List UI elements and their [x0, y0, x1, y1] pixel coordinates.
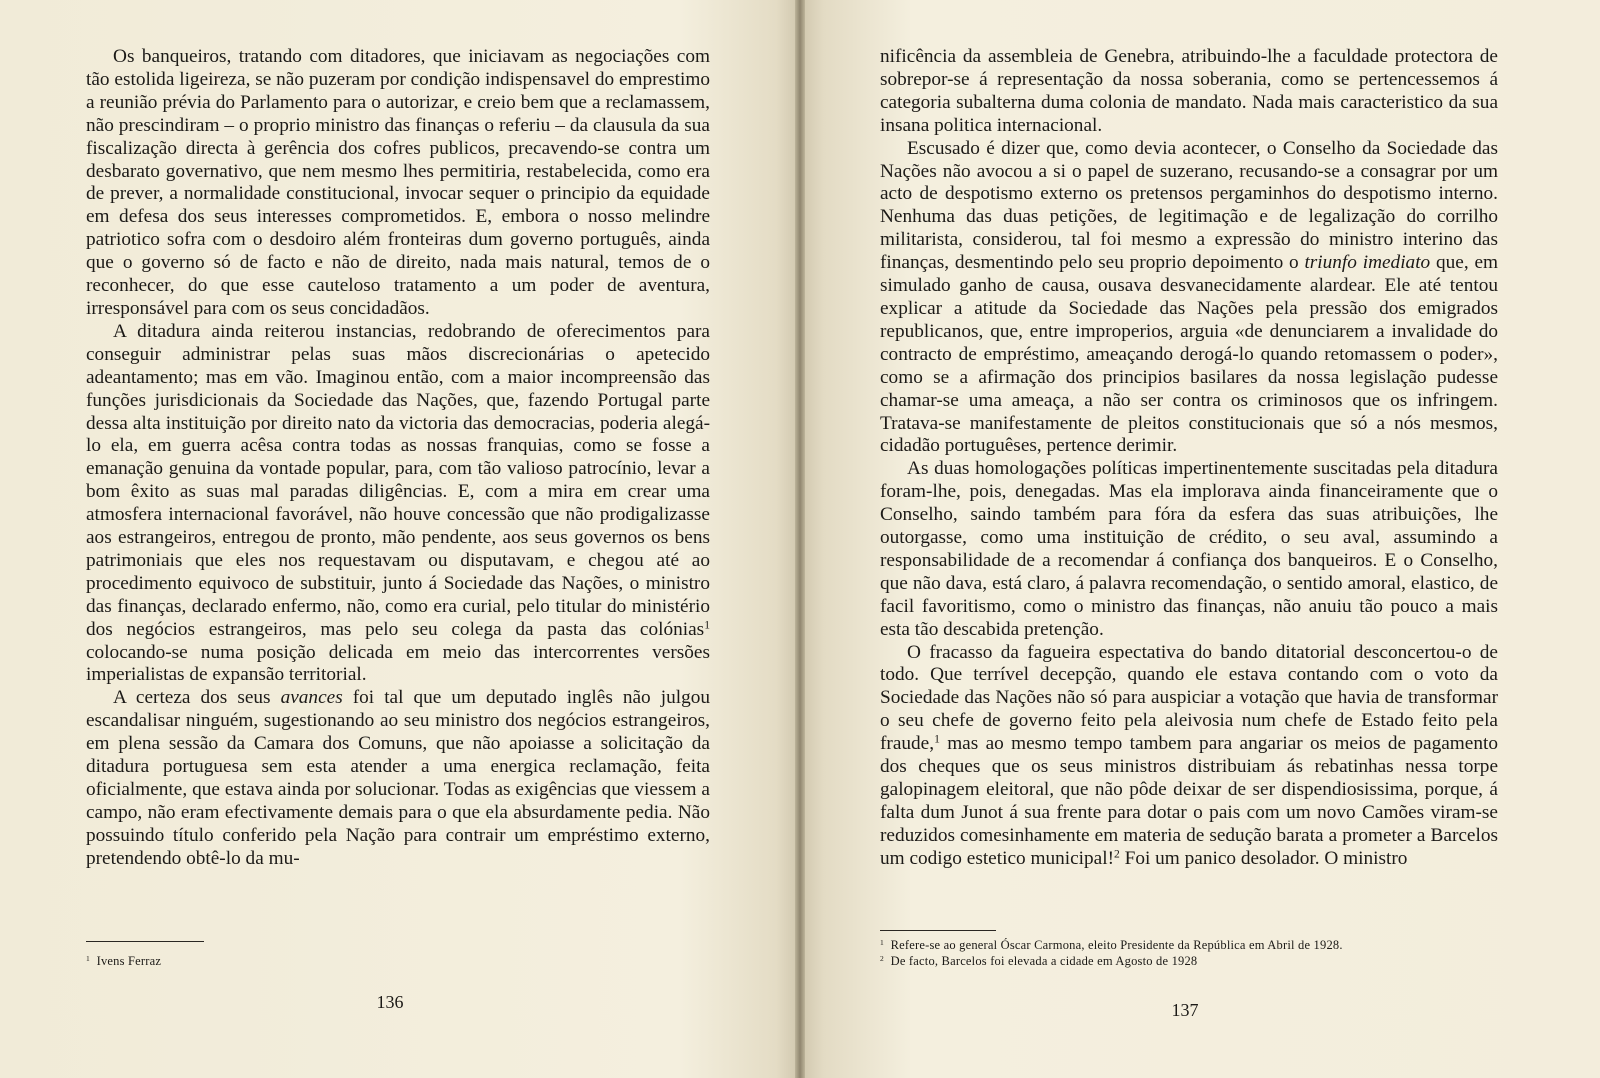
paragraph-text: A ditadura ainda reiterou instancias, redobrando de oferecimentos para conseguir administrar pelas suas mãos discrecionárias o apetecido adeantamento; mas em vão. Imaginou então, com a maior incompreensão das funções jurisdicionais da Sociedade das Nações, que, fazendo Portugal parte dessa alta instituição por direito nato da victoria das democracias, poderia alegá-lo ela, em guerra acêsa contra todas as nossas franquias, como se fosse a emanação genuina da vontade popular, para, com tão valioso patrocínio, levar a bom êxito as suas mal paradas diligências. E, com a mira em crear uma atmosfera internacional favorável, não houve concessão que não prodigalizasse aos estrangeiros, entregou de pronto, mão pendente, aos seus governos os bens patrimoniais que eles nos requestavam ou disputavam, e chegou até ao procedimento equivoco de substituir, junto á Sociedade das Nações, o ministro das finanças, declarado enfermo, não, como era curial, pelo titular do ministério dos negócios estrangeiros, mas pelo seu colega da pasta das colónias: [86, 320, 710, 640]
paragraph: [880, 642, 1498, 871]
paragraph: [86, 687, 710, 870]
footnote: [86, 953, 386, 969]
right-page: [800, 0, 1600, 1078]
footnote-rule: [86, 941, 204, 942]
paragraph-text: foi tal que um deputado inglês não julgou escandalisar ninguém, sugestionando ao seu ministro dos negócios estrangeiros, em plena sessão da Camara dos Comuns, que não apoiasse a solicitação da ditadura portuguesa sem esta atender a uma energica reclamação, feita oficialmente, que estava ainda por solucionar. Todas as exigências que viessem a campo, não eram efectivamente demais para o que ela absurdamente pedia. Não possuindo título conferido pela Nação para contrair um empréstimo externo, pretendendo obtê-lo da mu-: [86, 687, 711, 869]
footnote-text: Refere-se ao general Óscar Carmona, eleito Presidente da República em Abril de 1928.: [890, 938, 1343, 952]
right-footnotes: [880, 937, 1500, 969]
paragraph: Os banqueiros, tratando com ditadores, que iniciavam as negociações com tão estolida ligeireza, se não puzeram por condição indispensavel do emprestimo a reunião prévia do Parlamento para o autorizar, e creio bem que a reclamassem, não prescindiram – o proprio ministro das finanças o referiu – da clausula da sua fiscalização directa à gerência dos cofres publicos, precavendo-se contra um desbarato governativo, que nem mesmo lhes permitiria, restabelecida, como era de prever, a normalidade constitucional, invocar sequer o principio da equidade em defesa dos seus interesses comprometidos. E, embora o nosso melindre patriotico sofra com o desdoiro além fronteiras dum governo português, ainda que o governo só de facto e não de direito, nada mais natural, temos de o reconhecer, do que esse cauteloso tratamento a um poder de aventura, irresponsável para com os seus concidadãos.: [86, 46, 710, 319]
left-body-text: [86, 46, 710, 871]
footnote-marker: 1: [934, 732, 940, 746]
paragraph-text: mas ao mesmo tempo tambem para angariar os meios de pagamento dos cheques que os seus ministros distribuiam ás rebatinhas nessa torpe galopinagem eleitoral, que não pôde deixar de ser dispendiosissima, porque, á falta dum Junot á sua frente para dotar o pais com um novo Camões viram-se reduzidos comesinhamente em materia de sedução barata a prometer a Barcelos um codigo estetico municipal!: [880, 733, 1498, 869]
italic-term: avances: [280, 687, 343, 709]
footnote-number: 1: [880, 937, 884, 947]
paragraph-text: Foi um panico desolador. O ministro: [1124, 847, 1408, 869]
footnote-text: De facto, Barcelos foi elevada a cidade em Agosto de 1928: [890, 954, 1198, 968]
paragraph: [86, 321, 710, 688]
paragraph-text: que, em simulado ganho de causa, ousava desvanecidamente alardear. Ele até tentou explicar a atitude da Sociedade das Nações pela pressão dos emigrados republicanos, que, entre improperios, arguia «de denunciarem a invalidade do contracto de empréstimo, ameaçando derogá-lo quando retomassem o poder», como se a afirmação dos principios basilares da nossa legislação pudesse chamar-se uma ameaça, a não ser contra os criminosos que os infringem. Tratava-se manifestamente de pleitos constitucionais que só a nós mesmos, cidadão portuguêses, pertence derimir.: [880, 252, 1499, 457]
footnote-marker: 1: [704, 618, 710, 632]
page-number: 136: [376, 992, 404, 1012]
paragraph: As duas homologações políticas impertinentemente suscitadas pela ditadura foram-lhe, pois, denegadas. Mas ela implorava ainda financeiramente que o Conselho, saindo também para fóra da esfera das suas atribuições, lhe outorgasse, como uma instituição de crédito, o seu aval, assumindo a responsabilidade de a recomendar á confiança dos banqueiros. E o Conselho, que não dava, está claro, á palavra recomendação, o sentido amoral, elastico, de facil favoritismo, como o ministro das finanças, não anuiu tão pouco a mais esta tão descabida pretenção.: [880, 458, 1498, 640]
footnote-marker: 2: [1114, 847, 1120, 861]
footnote: [880, 937, 1500, 953]
right-body-text: [880, 46, 1498, 871]
italic-term: triunfo imediato: [1304, 252, 1431, 274]
footnote-rule: [880, 930, 996, 931]
footnote-text: Ivens Ferraz: [96, 954, 162, 968]
footnote-number: 1: [86, 953, 90, 963]
paragraph-text: O fracasso da fagueira espectativa do bando ditatorial desconcertou-o de todo. Que terrível decepção, quando ele estava contando com o voto da Sociedade das Nações não só para auspiciar a votação que havia de transformar o seu chefe de governo feito pela aleivosia num chefe de Estado feito pela fraude,: [880, 641, 1498, 755]
paragraph-text: colocando-se numa posição delicada em meio das intercorrentes versões imperialistas de expansão territorial.: [86, 641, 710, 686]
paragraph: nificência da assembleia de Genebra, atribuindo-lhe a faculdade protectora de sobrepor-se á representação da nossa soberania, como se pertencessemos á categoria subalterna duma colonia de mandato. Nada mais caracteristico da sua insana politica internacional.: [880, 46, 1498, 136]
book-gutter: [795, 0, 805, 1078]
footnote: [880, 953, 1500, 969]
footnote-number: 2: [880, 953, 884, 963]
page-number: 137: [1171, 1000, 1199, 1020]
paragraph-text: Escusado é dizer que, como devia acontecer, o Conselho da Sociedade das Nações não avocou a si o papel de suzerano, recusando-se a consagrar por um acto de despotismo externo os pretensos pergaminhos do despotismo interno. Nenhuma das duas petições, de legitimação e de legalização do corrilho militarista, considerou, tal foi mesmo a expressão do ministro interino das finanças, desmentindo pelo seu proprio depoimento o: [880, 137, 1498, 274]
left-footnotes: [86, 953, 386, 969]
paragraph: [880, 138, 1498, 459]
paragraph-text: A certeza dos seus: [113, 687, 271, 709]
